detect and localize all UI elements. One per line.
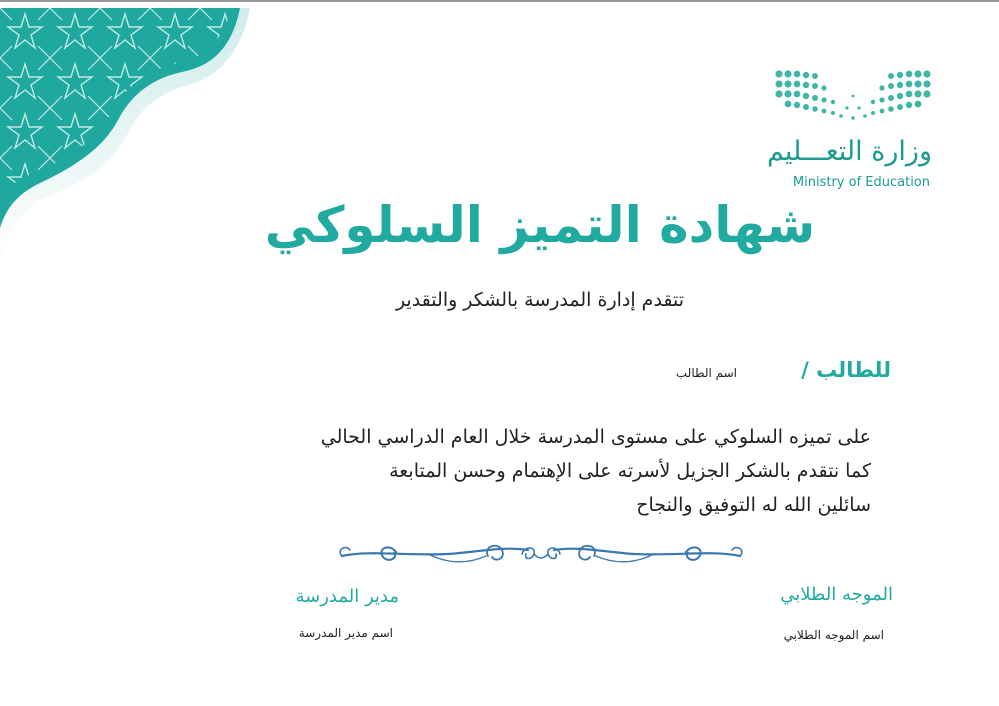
certificate-body bbox=[191, 420, 871, 522]
top-border-line bbox=[0, 0, 999, 2]
body-line: كما نتقدم بالشكر الجزيل لأسرته على الإهتمام وحسن المتابعة bbox=[389, 460, 871, 482]
certificate-subtitle: تتقدم إدارة المدرسة بالشكر والتقدير bbox=[395, 289, 685, 311]
ministry-name-english: Ministry of Education bbox=[792, 175, 930, 190]
body-line: سائلين الله له التوفيق والنجاح bbox=[636, 494, 871, 516]
ministry-logo bbox=[765, 66, 940, 196]
counselor-title: الموجه الطلابي bbox=[780, 584, 893, 605]
counselor-name: اسم الموجه الطلابي bbox=[783, 628, 884, 642]
student-name: اسم الطالب bbox=[675, 366, 737, 380]
principal-title: مدير المدرسة bbox=[295, 586, 399, 607]
ministry-dot-logo-icon bbox=[773, 66, 933, 124]
ornamental-swirl-divider-icon bbox=[338, 536, 744, 570]
principal-name: اسم مدير المدرسة bbox=[298, 626, 393, 640]
certificate-title: شهادة التميز السلوكي bbox=[264, 196, 816, 254]
ministry-name-arabic: وزارة التعـــليم bbox=[766, 136, 932, 167]
student-label: للطالب / bbox=[801, 358, 891, 382]
body-line: على تميزه السلوكي على مستوى المدرسة خلال العام الدراسي الحالي bbox=[320, 426, 871, 448]
